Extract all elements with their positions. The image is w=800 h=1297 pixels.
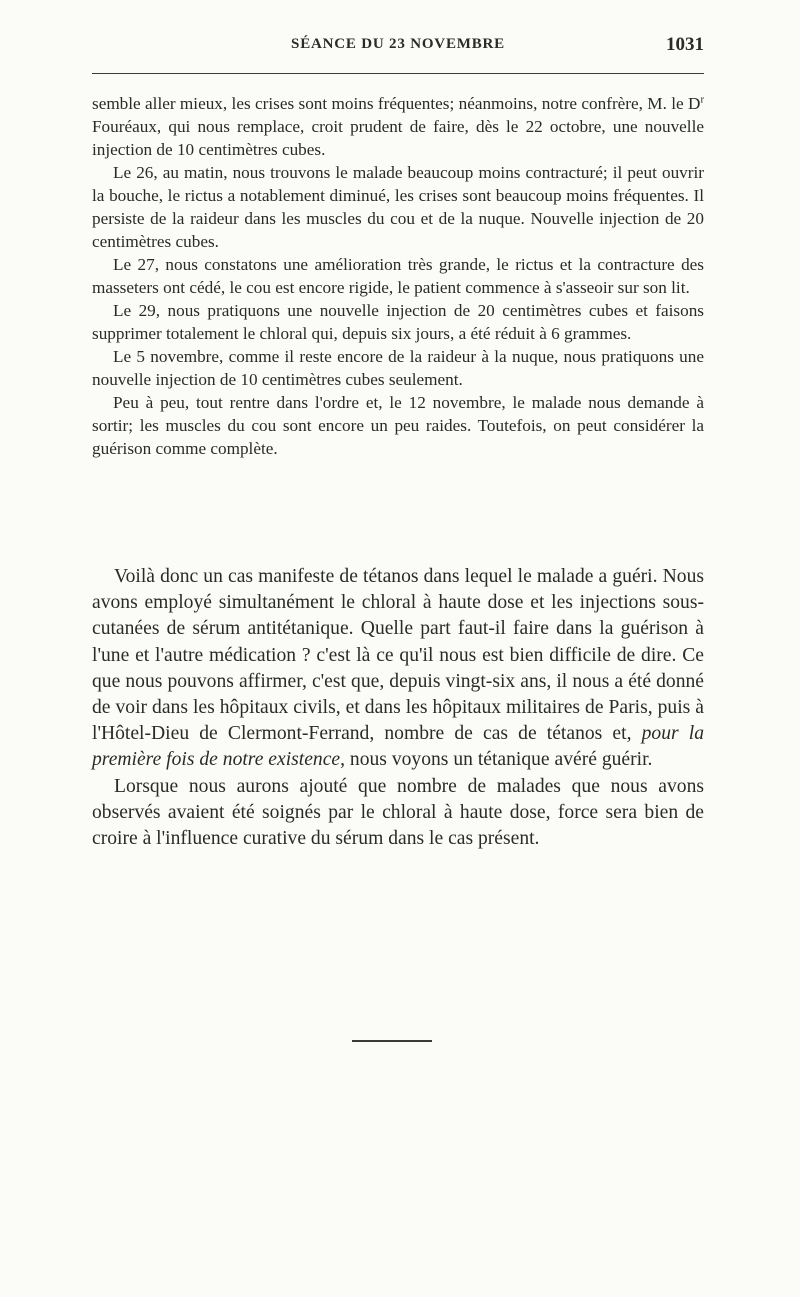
- notes-p1-text-a: semble aller mieux, les crises sont moins fréquentes; néanmoins, notre confrère, M. le D: [92, 94, 701, 113]
- notes-p1-text-b: Fouréaux, qui nous remplace, croit prudent de faire, dès le 22 octobre, une nouvelle injection de 10 centimètres cubes.: [92, 117, 704, 159]
- body-p1-text-a: Voilà donc un cas manifeste de tétanos dans lequel le malade a guéri. Nous avons employé simultanément le chloral à haute dose et les injections sous-cutanées de sérum antitétanique. Quelle part faut-il faire dans la guérison à l'une et l'autre médication ? c'est là ce qu'il nous est bien difficile de dire. Ce que nous pouvons affirmer, c'est que, depuis vingt-six ans, il nous a été donné de voir dans les hôpitaux civils, et dans les hôpitaux militaires de Paris, puis à l'Hôtel-Dieu de Clermont-Ferrand, nombre de cas de tétanos et,: [92, 566, 704, 745]
- header-rule: [92, 73, 704, 74]
- notes-paragraph-2: Le 26, au matin, nous trouvons le malade beaucoup moins contracturé; il peut ouvrir la bouche, le rictus a notablement diminué, les crises sont beaucoup moins fréquentes. Il persiste de la raideur dans les muscles du cou et de la nuque. Nouvelle injection de 20 centimètres cubes.: [92, 163, 704, 251]
- notes-paragraph-1: [92, 92, 704, 161]
- end-rule: [352, 1040, 432, 1042]
- notes-paragraph-4: Le 29, nous pratiquons une nouvelle injection de 20 centimètres cubes et faisons supprimer totalement le chloral qui, depuis six jours, a été réduit à 6 grammes.: [92, 301, 704, 343]
- body-paragraph-2: Lorsque nous aurons ajouté que nombre de malades que nous avons observés avaient été soignés par le chloral à haute dose, force sera bien de croire à l'influence curative du sérum dans le cas présent.: [92, 775, 704, 850]
- conclusion-text: [92, 564, 704, 852]
- page-number: 1031: [666, 34, 704, 55]
- page-header: [92, 34, 704, 62]
- body-p1-text-b: , nous voyons un tétanique avéré guérir.: [340, 749, 653, 771]
- body-paragraph-1: [92, 564, 704, 774]
- notes-paragraph-5: Le 5 novembre, comme il reste encore de la raideur à la nuque, nous pratiquons une nouvelle injection de 10 centimètres cubes seulement.: [92, 347, 704, 389]
- running-head: SÉANCE DU 23 NOVEMBRE: [291, 36, 505, 52]
- notes-paragraph-3: Le 27, nous constatons une amélioration très grande, le rictus et la contracture des masseters ont cédé, le cou est encore rigide, le patient commence à s'asseoir sur son lit.: [92, 255, 704, 297]
- case-notes: [92, 92, 704, 460]
- body-p1-italic: pour la première fois de notre existence: [92, 723, 705, 771]
- notes-paragraph-6: Peu à peu, tout rentre dans l'ordre et, le 12 novembre, le malade nous demande à sortir; les muscles du cou sont encore un peu raides. Toutefois, on peut considérer la guérison comme complète.: [92, 393, 704, 458]
- doctor-abbrev-superscript: r: [700, 94, 704, 106]
